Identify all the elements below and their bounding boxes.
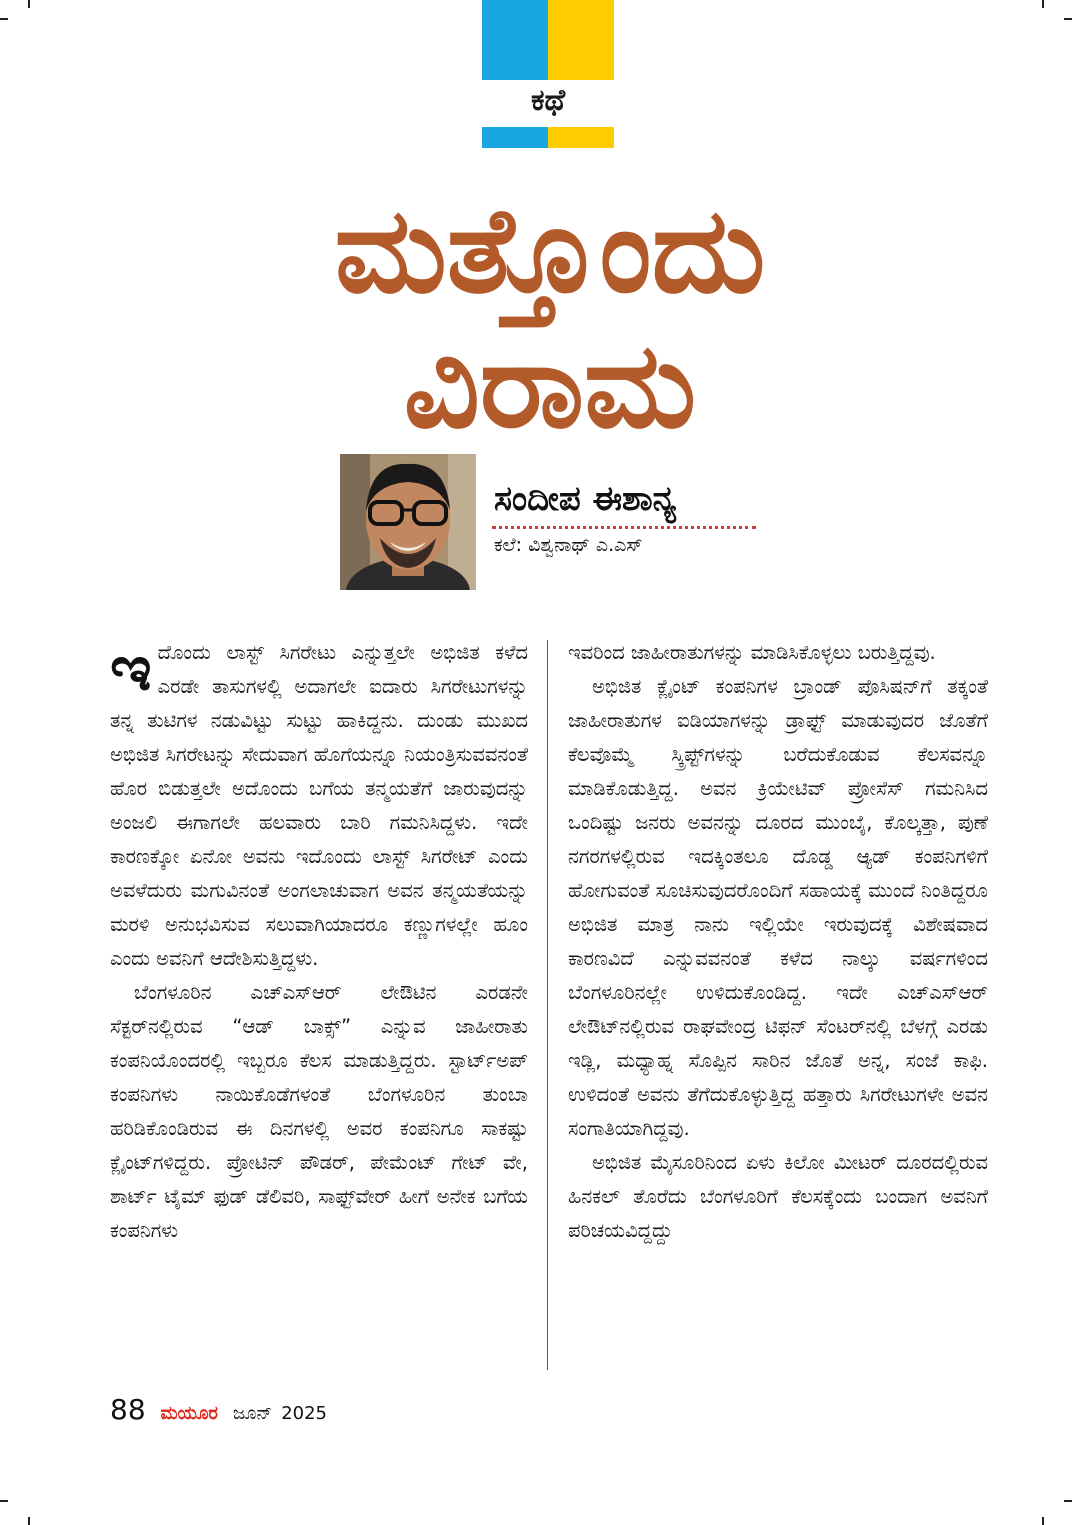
column-divider (547, 640, 548, 1370)
paragraph: ಅಭಿಜಿತ ಕ್ಲೈಂಟ್ ಕಂಪನಿಗಳ ಬ್ರಾಂಡ್ ಪೊಸಿಷನ್‌ಗೆ ತಕ್ಕಂತೆ ಜಾಹೀರಾತುಗಳ ಐಡಿಯಾಗಳನ್ನು ಡ್ರಾಫ್ಟ್ ಮಾಡುವುದರ ಜೊತೆಗೆ ಕೆಲವೊಮ್ಮೆ ಸ್ಕ್ರಿಪ್ಟ್‌ಗಳನ್ನು ಬರೆದುಕೊಡುವ ಕೆಲಸವನ್ನೂ ಮಾಡಿಕೊಡುತ್ತಿದ್ದ. ಅವನ ಕ್ರಿಯೇಟಿವ್ ಪ್ರೋಸೆಸ್ ಗಮನಿಸಿದ ಒಂದಿಷ್ಟು ಜನರು ಅವನನ್ನು ದೂರದ ಮುಂಬೈ, ಕೊಲ್ಕತ್ತಾ, ಪುಣೆ ನಗರಗಳಲ್ಲಿರುವ ಇದಕ್ಕಿಂತಲೂ ದೊಡ್ಡ ಆ್ಯಡ್ ಕಂಪನಿಗಳಿಗೆ ಹೋಗುವಂತೆ ಸೂಚಿಸುವುದರೊಂದಿಗೆ ಸಹಾಯಕ್ಕೆ ಮುಂದೆ ನಿಂತಿದ್ದರೂ ಅಭಿಜಿತ ಮಾತ್ರ ನಾನು ಇಲ್ಲಿಯೇ ಇರುವುದಕ್ಕೆ ವಿಶೇಷವಾದ ಕಾರಣವಿದೆ ಎನ್ನುವವನಂತೆ ಕಳೆದ ನಾಲ್ಕು ವರ್ಷಗಳಿಂದ ಬೆಂಗಳೂರಿನಲ್ಲೇ ಉಳಿದುಕೊಂಡಿದ್ದ. ಇದೇ ಎಚ್‌ಎಸ್‌ಆರ್ ಲೇಔಟ್‌ನಲ್ಲಿರುವ ರಾಘವೇಂದ್ರ ಟಿಫನ್ ಸೆಂಟರ್‌ನಲ್ಲಿ ಬೆಳಗ್ಗೆ ಎರಡು ಇಡ್ಲಿ, ಮಧ್ಯಾಹ್ನ ಸೊಪ್ಪಿನ ಸಾರಿನ ಜೊತೆ ಅನ್ನ, ಸಂಜೆ ಕಾಫಿ. ಉಳಿದಂತೆ ಅವನು ತೆಗೆದುಕೊಳ್ಳುತ್ತಿದ್ದ ಹತ್ತಾರು ಸಿಗರೇಟುಗಳೇ ಅವನ ಸಂಗಾತಿಯಾಗಿದ್ದವು. (568, 675, 988, 1140)
crop-mark-left-bottom (0, 1500, 8, 1502)
paragraph: ಇವರಿಂದ ಜಾಹೀರಾತುಗಳನ್ನು ಮಾಡಿಸಿಕೊಳ್ಳಲು ಬರುತ್ತಿದ್ದವು. (568, 641, 936, 664)
crop-mark-top-left (28, 0, 30, 8)
author-name: ಸಂದೀಪ ಈಶಾನ್ಯ (494, 479, 677, 519)
section-badge (482, 0, 614, 148)
crop-mark-top-right (1042, 0, 1044, 8)
author-divider (492, 526, 756, 529)
badge-yellow-block (548, 0, 614, 80)
magazine-logo: ಮಯೂರ (160, 1403, 218, 1424)
crop-mark-right-bottom (1064, 1500, 1072, 1502)
author-photo (340, 454, 476, 590)
paragraph: ಬೆಂಗಳೂರಿನ ಎಚ್‌ಎಸ್‌ಆರ್ ಲೇಔಟಿನ ಎರಡನೇ ಸೆಕ್ಟರ್‌ನಲ್ಲಿರುವ “ಆಡ್ ಬಾಕ್ಸ್” ಎನ್ನುವ ಜಾಹೀರಾತು ಕಂಪನಿಯೊಂದರಲ್ಲಿ ಇಬ್ಬರೂ ಕೆಲಸ ಮಾಡುತ್ತಿದ್ದರು. ಸ್ಟಾರ್ಟ್‌ಅಪ್ ಕಂಪನಿಗಳು ನಾಯಿಕೊಡೆಗಳಂತೆ ಬೆಂಗಳೂರಿನ ತುಂಬಾ ಹರಿಡಿಕೊಂಡಿರುವ ಈ ದಿನಗಳಲ್ಲಿ ಅವರ ಕಂಪನಿಗೂ ಸಾಕಷ್ಟು ಕ್ಲೈಂಟ್‌ಗಳಿದ್ದರು. ಪ್ರೋಟಿನ್ ಪೌಡರ್, ಪೇಮೆಂಟ್ ಗೇಟ್ ವೇ, ಶಾರ್ಟ್ ಟೈಮ್ ಫುಡ್ ಡೆಲಿವರಿ, ಸಾಫ್ಟ್‌ವೇರ್ ಹೀಗೆ ಅನೇಕ ಬಗೆಯ ಕಂಪನಿಗಳು (110, 981, 528, 1242)
badge-yellow-bar (548, 127, 614, 148)
story-title-line-2: ವಿರಾಮ (403, 316, 697, 454)
crop-mark-right-top (1064, 18, 1072, 20)
crop-mark-left-top (0, 18, 8, 20)
badge-blue-bar (482, 127, 548, 148)
issue-year: 2025 (281, 1403, 327, 1424)
crop-mark-bottom-left (28, 1517, 30, 1525)
body-column-right (568, 636, 988, 1248)
art-credit: ಕಲೆ: ವಿಶ್ವನಾಥ್ ಎ.ಎಸ್ (494, 534, 643, 556)
drop-cap: ಇ (110, 632, 152, 706)
issue-month: ಜೂನ್ (232, 1403, 273, 1424)
author-portrait-icon (340, 454, 476, 590)
section-label: ಕಥೆ (530, 83, 566, 118)
page-number: 88 (110, 1393, 146, 1426)
body-column-left (110, 632, 528, 1248)
paragraph: ಅಭಿಜಿತ ಮೈಸೂರಿನಿಂದ ಏಳು ಕಿಲೋ ಮೀಟರ್ ದೂರದಲ್ಲಿರುವ ಹಿನಕಲ್ ತೊರೆದು ಬೆಂಗಳೂರಿಗೆ ಕೆಲಸಕ್ಕೆಂದು ಬಂದಾಗ ಅವನಿಗೆ ಪರಿಚಯವಿದ್ದದ್ದು (568, 1151, 988, 1242)
badge-blue-block (482, 0, 548, 80)
story-title-line-1: ಮತ್ತೊಂದು (334, 181, 766, 319)
paragraph (110, 632, 528, 976)
page-footer (110, 1392, 327, 1432)
crop-mark-bottom-right (1042, 1517, 1044, 1525)
paragraph-text: ದೊಂದು ಲಾಸ್ಟ್ ಸಿಗರೇಟು ಎನ್ನುತ್ತಲೇ ಅಭಿಜಿತ ಕಳೆದ ಎರಡೇ ತಾಸುಗಳಲ್ಲಿ ಅದಾಗಲೇ ಐದಾರು ಸಿಗರೇಟುಗಳನ್ನು ತನ್ನ ತುಟಿಗಳ ನಡುವಿಟ್ಟು ಸುಟ್ಟು ಹಾಕಿದ್ದನು. ದುಂಡು ಮುಖದ ಅಭಿಜಿತ ಸಿಗರೇಟನ್ನು ಸೇದುವಾಗ ಹೊಗೆಯನ್ನೂ ನಿಯಂತ್ರಿಸುವವನಂತೆ ಹೊರ ಬಿಡುತ್ತಲೇ ಅದೊಂದು ಬಗೆಯ ತನ್ಮಯತೆಗೆ ಜಾರುವುದನ್ನು ಅಂಜಲಿ ಈಗಾಗಲೇ ಹಲವಾರು ಬಾರಿ ಗಮನಿಸಿದ್ದಳು. ಇದೇ ಕಾರಣಕ್ಕೋ ಏನೋ ಅವನು ಇದೊಂದು ಲಾಸ್ಟ್ ಸಿಗರೇಟ್ ಎಂದು ಅವಳೆದುರು ಮಗುವಿನಂತೆ ಅಂಗಲಾಚುವಾಗ ಅವನ ತನ್ಮಯತೆಯನ್ನು ಮರಳಿ ಅನುಭವಿಸುವ ಸಲುವಾಗಿಯಾದರೂ ಕಣ್ಣುಗಳಲ್ಲೇ ಹೂಂ ಎಂದು ಅವನಿಗೆ ಆದೇಶಿಸುತ್ತಿದ್ದಳು. (110, 641, 528, 970)
